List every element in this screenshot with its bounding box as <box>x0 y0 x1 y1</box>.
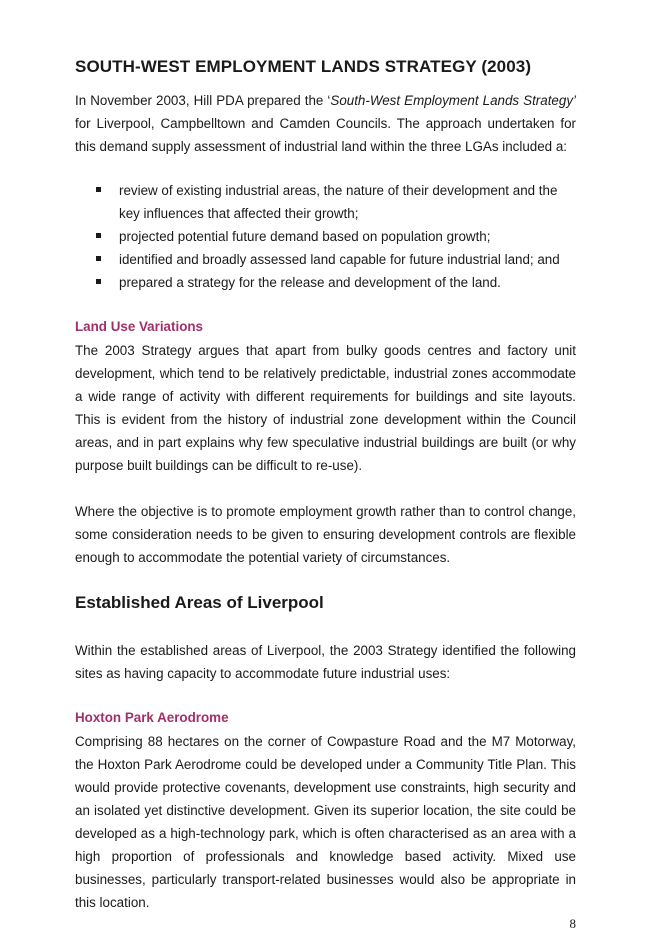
square-bullet-icon <box>96 256 101 261</box>
paragraph-spacer <box>75 477 576 500</box>
land-use-paragraph-1: The 2003 Strategy argues that apart from bulky goods centres and factory unit development, which tend to be relatively predictable, industrial zones accommodate a wide range of activity with different requirements for buildings and site layouts. This is evident from the history of industrial zone development within the Council areas, and in part explains why few speculative industrial buildings are built (or why purpose built buildings can be difficult to re-use). <box>75 343 576 473</box>
square-bullet-icon <box>96 233 101 238</box>
square-bullet-icon <box>96 187 101 192</box>
square-bullet-icon <box>96 279 101 284</box>
bullet-text: prepared a strategy for the release and development of the land. <box>119 275 501 290</box>
approach-bullet-list <box>75 179 576 294</box>
bullet-text: projected potential future demand based on population growth; <box>119 229 491 244</box>
intro-text-after: for Liverpool, Campbelltown and Camden Councils. The approach undertaken for this demand supply assessment of industrial land within the three LGAs included a: <box>75 116 576 154</box>
page-content <box>75 56 576 914</box>
land-use-paragraph-2: Where the objective is to promote employment growth rather than to control change, some consideration needs to be given to ensuring development controls are flexible enough to accommodate the potential variety of circumstances. <box>75 504 576 565</box>
bullet-text: review of existing industrial areas, the nature of their development and the key influences that affected their growth; <box>119 183 558 221</box>
intro-paragraph <box>75 89 576 158</box>
bullet-item <box>75 271 576 294</box>
hoxton-park-heading: Hoxton Park Aerodrome <box>75 710 229 725</box>
intro-text-before: In November 2003, Hill PDA prepared the ‘ <box>75 93 331 108</box>
page-number: 8 <box>569 916 576 931</box>
bullet-item <box>75 179 576 225</box>
established-areas-heading: Established Areas of Liverpool <box>75 593 324 612</box>
land-use-variations-heading: Land Use Variations <box>75 319 203 334</box>
section-title: SOUTH-WEST EMPLOYMENT LANDS STRATEGY (2003) <box>75 57 532 76</box>
bullet-item <box>75 248 576 271</box>
hoxton-park-paragraph: Comprising 88 hectares on the corner of Cowpasture Road and the M7 Motorway, the Hoxton Park Aerodrome could be developed under a Community Title Plan. This would provide protective covenants, development use constraints, high security and an isolated yet distinctive development. Given its superior location, the site could be developed as a high-technology park, which is often characterised as an area with a high proportion of professionals and knowledge based activity. Mixed use businesses, particularly transport-related businesses would also be appropriate in this location. <box>75 734 576 910</box>
established-areas-paragraph: Within the established areas of Liverpool, the 2003 Strategy identified the following sites as having capacity to accommodate future industrial uses: <box>75 643 576 681</box>
intro-italic-title: South-West Employment Lands Strategy’ <box>330 93 577 108</box>
bullet-item <box>75 225 576 248</box>
bullet-text: identified and broadly assessed land capable for future industrial land; and <box>119 252 560 267</box>
